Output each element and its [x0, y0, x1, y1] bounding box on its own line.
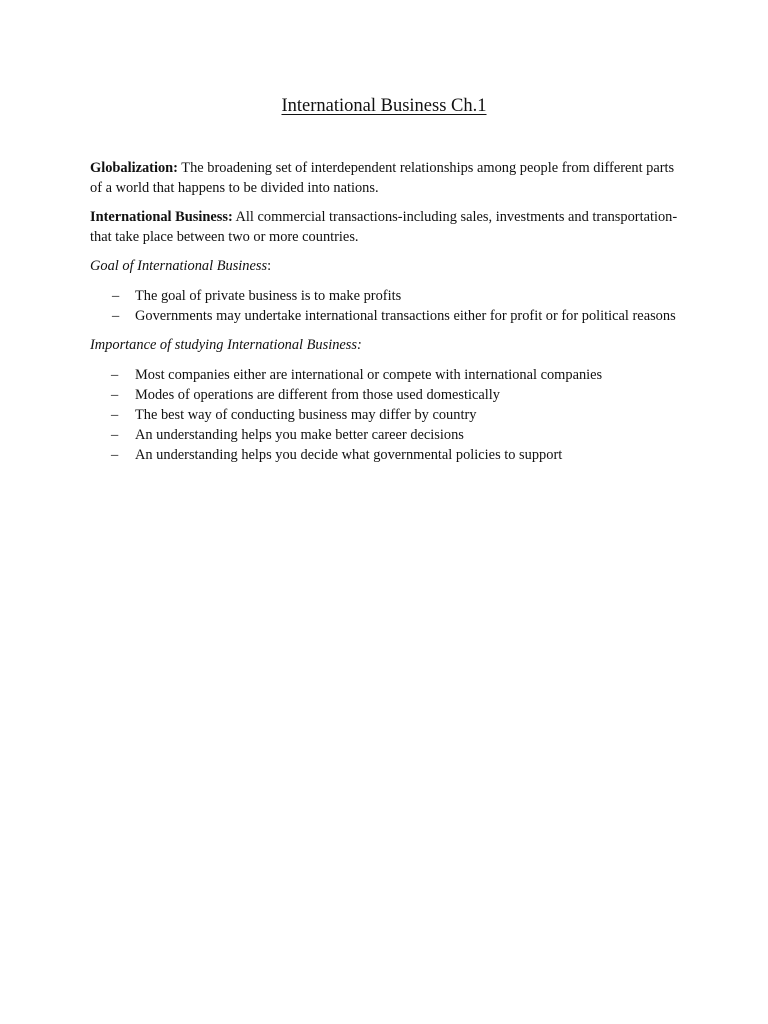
list-item	[90, 405, 680, 425]
goal-heading	[90, 256, 680, 276]
document-body	[90, 158, 680, 474]
dash-bullet: –	[112, 288, 120, 304]
list-item	[90, 286, 680, 306]
goal-heading-text: Goal of International Business	[90, 258, 268, 274]
dash-bullet: –	[111, 407, 119, 423]
list-item	[90, 365, 680, 385]
importance-heading-text: Importance of studying International Business:	[90, 337, 362, 353]
dash-bullet: –	[111, 387, 119, 403]
dash-bullet: –	[111, 427, 119, 443]
globalization-text: The broadening set of interdependent relationships among people from different parts of a world that happens to be divided into nations.	[90, 160, 675, 196]
list-item-text: An understanding helps you make better career decisions	[135, 427, 464, 443]
goal-list	[90, 286, 680, 326]
importance-list	[90, 365, 680, 465]
document-title	[0, 93, 768, 119]
international-business-definition	[90, 207, 680, 247]
list-item	[90, 306, 680, 326]
international-business-text: All commercial transactions-including sales, investments and transportation- that take place between two or more countries.	[90, 209, 678, 245]
list-item-text: The goal of private business is to make profits	[135, 288, 402, 304]
international-business-term: International Business:	[90, 209, 233, 225]
importance-heading	[90, 335, 680, 355]
list-item	[90, 425, 680, 445]
document-title-text: International Business Ch.1	[281, 96, 487, 116]
list-item	[90, 385, 680, 405]
dash-bullet: –	[111, 367, 119, 383]
goal-heading-colon: :	[267, 258, 272, 274]
list-item-text: Modes of operations are different from those used domestically	[135, 387, 500, 403]
dash-bullet: –	[112, 308, 120, 324]
list-item-text: Governments may undertake international transactions either for profit or for political reasons	[135, 308, 676, 324]
globalization-term: Globalization:	[90, 160, 178, 176]
list-item-text: An understanding helps you decide what governmental policies to support	[135, 447, 563, 463]
globalization-definition	[90, 158, 680, 198]
dash-bullet: –	[111, 447, 119, 463]
list-item-text: The best way of conducting business may differ by country	[135, 407, 477, 423]
list-item	[90, 445, 680, 465]
list-item-text: Most companies either are international or compete with international companies	[135, 367, 603, 383]
